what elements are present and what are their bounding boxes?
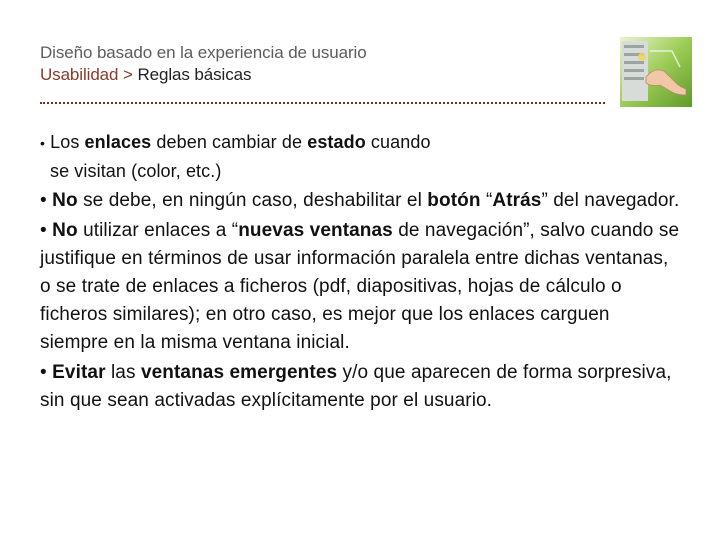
bullet-list xyxy=(40,128,680,415)
bullet-text-bold: botón xyxy=(427,190,481,211)
page-title: Diseño basado en la experiencia de usuario xyxy=(40,43,367,62)
bullet-text: utilizar enlaces a “ xyxy=(77,220,239,241)
bullet-marker: • xyxy=(40,362,47,383)
bullet-marker: • xyxy=(40,135,46,151)
breadcrumb-page: Reglas básicas xyxy=(132,65,252,84)
bullet-text-bold: nuevas ventanas xyxy=(238,220,393,241)
bullet-item xyxy=(40,359,680,415)
bullet-item xyxy=(40,217,680,357)
bullet-text-bold: enlaces xyxy=(84,132,152,152)
bullet-text: ” del navegador. xyxy=(541,190,680,211)
breadcrumb-section: Usabilidad > xyxy=(40,65,133,84)
bullet-marker: • xyxy=(40,190,47,211)
bullet-item xyxy=(40,128,680,185)
hand-touching-screen-icon xyxy=(620,37,692,107)
bullet-text: de navegación”, salvo cuando se justifique en términos de usar información paralela entre dichas ventanas, o se trate de enlaces a ficheros (pdf, diapositivas, hojas de cálculo o ficheros similares); en otro caso, es mejor que los enlaces carguen siempre en la misma ventana inicial. xyxy=(40,220,680,353)
bullet-text-bold: estado xyxy=(307,132,366,152)
bullet-text: se debe, en ningún caso, deshabilitar el xyxy=(77,190,428,211)
bullet-marker: • xyxy=(40,220,47,241)
bullet-text-bold: Evitar xyxy=(52,362,106,383)
slide-header xyxy=(40,42,610,86)
bullet-text-bold: Atrás xyxy=(492,190,542,211)
bullet-text-bold: No xyxy=(52,190,78,211)
bullet-text: deben cambiar de xyxy=(151,132,308,152)
bullet-text: las xyxy=(105,362,141,383)
bullet-text-bold: No xyxy=(52,220,78,241)
header-divider xyxy=(40,102,605,104)
bullet-item xyxy=(40,187,680,215)
bullet-continuation: se visitan (color, etc.) xyxy=(50,161,222,181)
bullet-text: “ xyxy=(480,190,493,211)
breadcrumb xyxy=(40,64,610,86)
bullet-text: cuando xyxy=(365,132,431,152)
bullet-text: y/o que aparecen de forma sorpresiva, sin que sean activadas explícitamente por el usuario. xyxy=(40,362,672,411)
bullet-text: Los xyxy=(45,132,85,152)
bullet-text-bold: ventanas emergentes xyxy=(140,362,338,383)
